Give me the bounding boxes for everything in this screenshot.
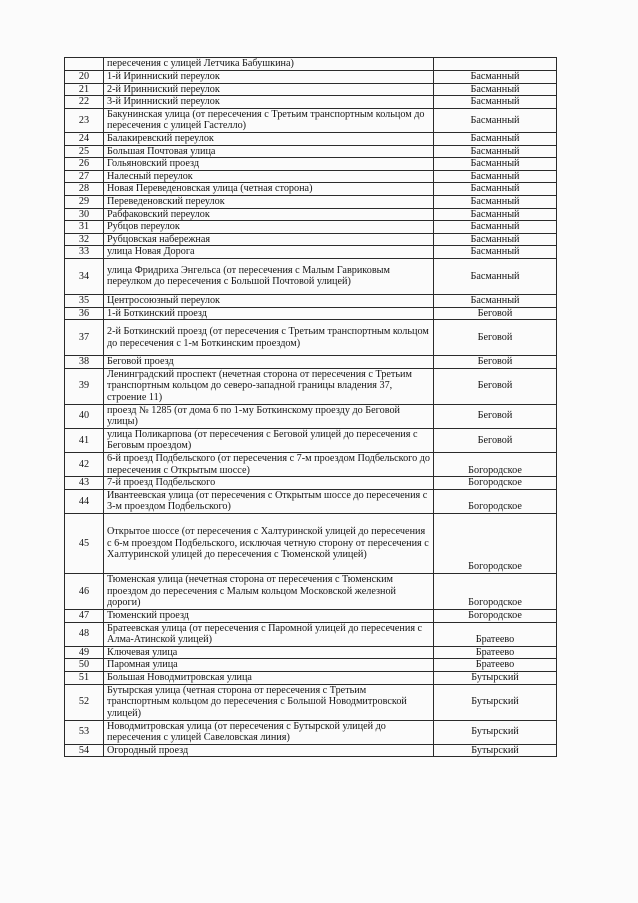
row-number-cell: 22 (65, 96, 104, 109)
row-number-cell: 31 (65, 221, 104, 234)
street-cell: 2-й Боткинский проезд (от пересечения с Третьим транспортным кольцом до пересечения с 1-м Боткинским проездом) (104, 320, 434, 356)
table-row (65, 610, 557, 623)
district-cell: Беговой (434, 307, 557, 320)
street-cell: проезд № 1285 (от дома 6 по 1-му Боткинскому проезду до Беговой улицы) (104, 404, 434, 428)
street-cell: улица Поликарпова (от пересечения с Беговой улицей до пересечения с Беговым проездом) (104, 428, 434, 452)
district-cell: Басманный (434, 233, 557, 246)
table-row (65, 672, 557, 685)
street-cell: Ключевая улица (104, 646, 434, 659)
street-cell: 3-й Иринниский переулок (104, 96, 434, 109)
streets-table (64, 57, 557, 757)
street-cell: Новая Переведеновская улица (четная сторона) (104, 183, 434, 196)
table-row (65, 684, 557, 720)
street-cell: Тюменская улица (нечетная сторона от пересечения с Тюменским проездом до пересечения с Малым кольцом Московской железной дороги) (104, 574, 434, 610)
street-cell: Огородный проезд (104, 744, 434, 757)
row-number-cell: 33 (65, 246, 104, 259)
table-row (65, 744, 557, 757)
street-cell: улица Фридриха Энгельса (от пересечения с Малым Гавриковым переулком до пересечения с Большой Почтовой улицей) (104, 258, 434, 294)
row-number-cell: 32 (65, 233, 104, 246)
row-number-cell: 29 (65, 195, 104, 208)
row-number-cell: 20 (65, 71, 104, 84)
district-cell: Братеево (434, 646, 557, 659)
district-cell: Басманный (434, 258, 557, 294)
district-cell: Богородское (434, 610, 557, 623)
row-number-cell: 24 (65, 132, 104, 145)
district-cell: Богородское (434, 477, 557, 490)
table-row (65, 453, 557, 477)
table-row-continuation (65, 58, 557, 71)
table-row (65, 659, 557, 672)
table-row (65, 720, 557, 744)
table-row (65, 320, 557, 356)
table-row (65, 646, 557, 659)
row-number-cell (65, 58, 104, 71)
street-cell: Ивантеевская улица (от пересечения с Открытым шоссе до пересечения с 3-м проездом Подбельского) (104, 489, 434, 513)
street-cell: Открытое шоссе (от пересечения с Халтуринской улицей до пересечения с 6-м проездом Подбельского, исключая четную сторону от пересечения с Халтуринской улицей до пересечения с Тюменской улицей) (104, 514, 434, 574)
district-cell: Братеево (434, 659, 557, 672)
row-number-cell: 38 (65, 356, 104, 369)
table-row (65, 428, 557, 452)
row-number-cell: 43 (65, 477, 104, 490)
district-cell: Басманный (434, 221, 557, 234)
table-row (65, 221, 557, 234)
row-number-cell: 23 (65, 108, 104, 132)
district-cell: Басманный (434, 208, 557, 221)
table-row (65, 246, 557, 259)
district-cell: Богородское (434, 574, 557, 610)
district-cell: Беговой (434, 368, 557, 404)
row-number-cell: 21 (65, 83, 104, 96)
street-cell: 1-й Иринниский переулок (104, 71, 434, 84)
district-cell: Басманный (434, 145, 557, 158)
table-row (65, 489, 557, 513)
district-cell: Басманный (434, 294, 557, 307)
table-row (65, 183, 557, 196)
row-number-cell: 44 (65, 489, 104, 513)
district-cell: Басманный (434, 96, 557, 109)
row-number-cell: 54 (65, 744, 104, 757)
table-row (65, 368, 557, 404)
streets-table-body (65, 58, 557, 757)
street-cell: 1-й Боткинский проезд (104, 307, 434, 320)
street-cell: Новодмитровская улица (от пересечения с Бутырской улицей до пересечения с улицей Савеловская линия) (104, 720, 434, 744)
district-cell: Басманный (434, 170, 557, 183)
district-cell: Басманный (434, 83, 557, 96)
row-number-cell: 37 (65, 320, 104, 356)
street-cell: Центросоюзный переулок (104, 294, 434, 307)
row-number-cell: 40 (65, 404, 104, 428)
row-number-cell: 28 (65, 183, 104, 196)
district-cell: Беговой (434, 428, 557, 452)
row-number-cell: 53 (65, 720, 104, 744)
street-cell: Рубцов переулок (104, 221, 434, 234)
table-row (65, 622, 557, 646)
table-row (65, 208, 557, 221)
table-row (65, 233, 557, 246)
table-row (65, 83, 557, 96)
street-cell: Бакунинская улица (от пересечения с Третьим транспортным кольцом до пересечения с улицей Гастелло) (104, 108, 434, 132)
row-number-cell: 39 (65, 368, 104, 404)
district-cell: Басманный (434, 246, 557, 259)
district-cell: Басманный (434, 183, 557, 196)
table-row (65, 132, 557, 145)
table-row (65, 195, 557, 208)
row-number-cell: 51 (65, 672, 104, 685)
row-number-cell: 46 (65, 574, 104, 610)
street-cell: Бутырская улица (четная сторона от пересечения с Третьим транспортным кольцом до пересечения с Большой Новодмитровской улицей) (104, 684, 434, 720)
street-cell: Балакиревский переулок (104, 132, 434, 145)
street-cell: пересечения с улицей Летчика Бабушкина) (104, 58, 434, 71)
row-number-cell: 48 (65, 622, 104, 646)
district-cell: Богородское (434, 453, 557, 477)
district-cell: Басманный (434, 132, 557, 145)
district-cell: Беговой (434, 320, 557, 356)
street-cell: Рубцовская набережная (104, 233, 434, 246)
table-row (65, 108, 557, 132)
street-cell: Ленинградский проспект (нечетная сторона от пересечения с Третьим транспортным кольцом до северо-западной границы владения 37, строение 11) (104, 368, 434, 404)
district-cell: Басманный (434, 158, 557, 171)
street-cell: Тюменский проезд (104, 610, 434, 623)
table-row (65, 258, 557, 294)
row-number-cell: 36 (65, 307, 104, 320)
district-cell: Богородское (434, 489, 557, 513)
district-cell: Бутырский (434, 672, 557, 685)
row-number-cell: 34 (65, 258, 104, 294)
table-row (65, 158, 557, 171)
row-number-cell: 42 (65, 453, 104, 477)
table-row (65, 514, 557, 574)
district-cell: Беговой (434, 356, 557, 369)
row-number-cell: 30 (65, 208, 104, 221)
row-number-cell: 52 (65, 684, 104, 720)
row-number-cell: 47 (65, 610, 104, 623)
district-cell: Бутырский (434, 720, 557, 744)
street-cell: Паромная улица (104, 659, 434, 672)
row-number-cell: 49 (65, 646, 104, 659)
district-cell: Басманный (434, 195, 557, 208)
street-cell: 7-й проезд Подбельского (104, 477, 434, 490)
district-cell: Басманный (434, 108, 557, 132)
row-number-cell: 26 (65, 158, 104, 171)
street-cell: 6-й проезд Подбельского (от пересечения с 7-м проездом Подбельского до пересечения с Открытым шоссе) (104, 453, 434, 477)
district-cell: Братеево (434, 622, 557, 646)
district-cell: Бутырский (434, 744, 557, 757)
district-cell (434, 58, 557, 71)
row-number-cell: 25 (65, 145, 104, 158)
table-row (65, 96, 557, 109)
row-number-cell: 45 (65, 514, 104, 574)
row-number-cell: 50 (65, 659, 104, 672)
row-number-cell: 27 (65, 170, 104, 183)
table-row (65, 404, 557, 428)
street-cell: 2-й Иринниский переулок (104, 83, 434, 96)
table-row (65, 71, 557, 84)
street-cell: Братеевская улица (от пересечения с Паромной улицей до пересечения с Алма-Атинской улицей) (104, 622, 434, 646)
street-cell: Рабфаковский переулок (104, 208, 434, 221)
street-cell: Большая Почтовая улица (104, 145, 434, 158)
row-number-cell: 35 (65, 294, 104, 307)
district-cell: Басманный (434, 71, 557, 84)
street-cell: улица Новая Дорога (104, 246, 434, 259)
row-number-cell: 41 (65, 428, 104, 452)
street-cell: Большая Новодмитровская улица (104, 672, 434, 685)
street-cell: Налесный переулок (104, 170, 434, 183)
district-cell: Богородское (434, 514, 557, 574)
table-row (65, 356, 557, 369)
district-cell: Бутырский (434, 684, 557, 720)
street-cell: Гольяновский проезд (104, 158, 434, 171)
table-row (65, 574, 557, 610)
table-row (65, 477, 557, 490)
street-cell: Беговой проезд (104, 356, 434, 369)
table-row (65, 145, 557, 158)
district-cell: Беговой (434, 404, 557, 428)
table-row (65, 170, 557, 183)
table-row (65, 294, 557, 307)
street-cell: Переведеновский переулок (104, 195, 434, 208)
table-row (65, 307, 557, 320)
